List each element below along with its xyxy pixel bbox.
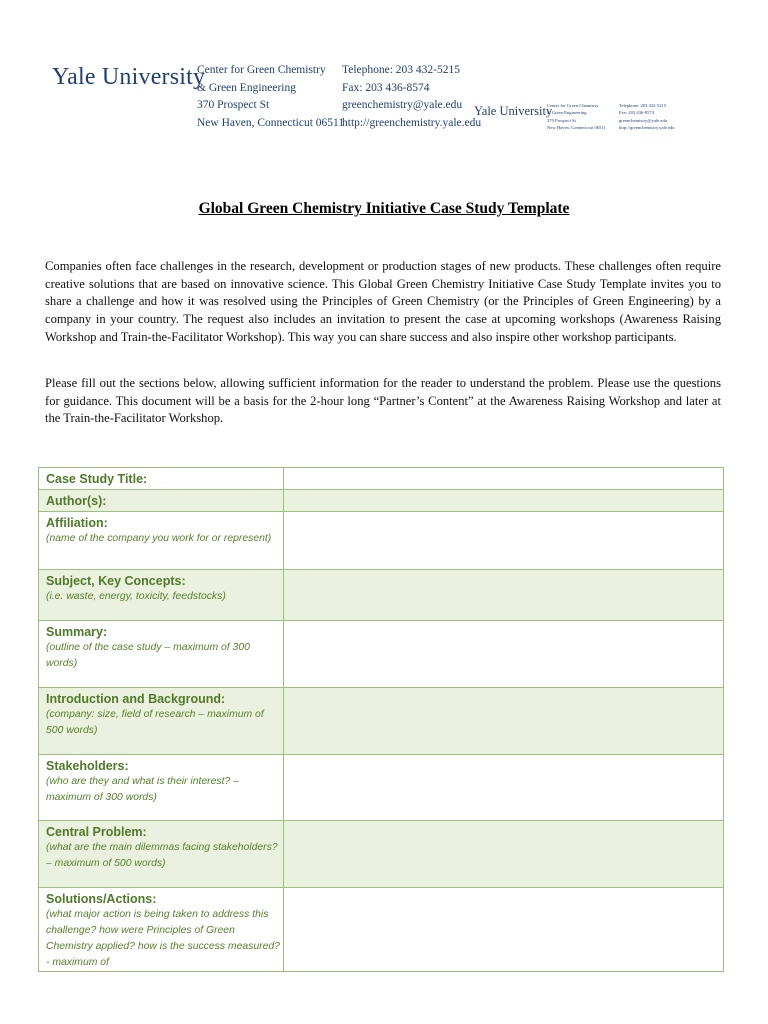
contact-line: Fax: 203 436-8574 <box>342 81 430 94</box>
central-problem-field[interactable] <box>284 821 724 888</box>
address-line: New Haven, Connecticut 06511 <box>547 125 606 131</box>
address-line: Center for Green Chemistry <box>547 103 599 108</box>
solutions-field[interactable] <box>284 888 724 972</box>
contact-line: greenchemistry@yale.edu <box>342 99 463 111</box>
form-hint: (name of the company you work for or represent) <box>46 533 272 544</box>
form-row-stakeholders <box>39 755 724 821</box>
document-title: Global Green Chemistry Initiative Case Study Template <box>198 200 570 217</box>
stakeholders-field[interactable] <box>284 755 724 821</box>
case-study-title-field[interactable] <box>284 468 724 490</box>
form-label: Introduction and Background: <box>46 692 226 706</box>
form-hint: (i.e. waste, energy, toxicity, feedstocks) <box>46 591 226 602</box>
form-row-solutions <box>39 888 724 972</box>
form-hint: (outline of the case study – maximum of 300 words) <box>46 642 250 669</box>
form-row-introduction <box>39 688 724 755</box>
form-row-title <box>39 468 724 490</box>
form-label: Affiliation: <box>46 516 108 530</box>
contact-line: Telephone: 203 432-5215 <box>342 64 461 76</box>
form-hint: (what are the main dilemmas facing stakeholders? – maximum of 500 words) <box>46 842 278 869</box>
letterhead-contact <box>342 62 481 132</box>
address-line: 370 Prospect St <box>197 99 270 111</box>
form-hint: (what major action is being taken to address this challenge? how were Principles of Green Chemistry applied? how is the success measured? - maximum of <box>46 909 280 968</box>
letterhead-contact-small <box>619 102 675 132</box>
contact-line: http://greenchemistry.yale.edu <box>619 125 675 131</box>
address-line: & Green Engineering <box>197 81 296 94</box>
form-label: Author(s): <box>46 494 107 508</box>
form-label: Solutions/Actions: <box>46 892 157 906</box>
form-label: Central Problem: <box>46 825 147 839</box>
form-row-central-problem <box>39 821 724 888</box>
instructions-paragraph: Please fill out the sections below, allowing sufficient information for the reader to understand the problem. Please use the questions for guidance. This document will be a basis for the 2-hour long “Partner’s Content” at the Awareness Raising Workshop and later at the Train-the-Facilitator Workshop. <box>45 376 721 426</box>
form-hint: (company: size, field of research – maximum of 500 words) <box>46 709 264 736</box>
address-line: 370 Prospect St <box>547 117 576 123</box>
letterhead-address <box>197 62 344 132</box>
form-row-authors <box>39 490 724 512</box>
form-label: Summary: <box>46 625 108 639</box>
letterhead-org: Yale University <box>52 64 206 90</box>
form-row-subject <box>39 570 724 621</box>
affiliation-field[interactable] <box>284 512 724 570</box>
introduction-field[interactable] <box>284 688 724 755</box>
contact-line: greenchemistry@yale.edu <box>619 117 667 123</box>
authors-field[interactable] <box>284 490 724 512</box>
form-label: Stakeholders: <box>46 759 129 773</box>
form-label: Subject, Key Concepts: <box>46 574 186 588</box>
letterhead-address-small <box>547 102 606 132</box>
contact-line: Fax: 203 436-8574 <box>619 110 654 116</box>
form-label: Case Study Title: <box>46 472 148 486</box>
intro-paragraph: Companies often face challenges in the research, development or production stages of new products. These challenges often require creative solutions that are based on innovative science. This Global Green Chemistry Initiative Case Study Template invites you to share a challenge and how it was resolved using the Principles of Green Chemistry (or the Principles of Green Engineering) by a company in your country. The request also includes an invitation to present the case at upcoming workshops (Awareness Raising Workshop and Train-the-Facilitator Workshop). This way you can share success and also inspire other workshop participants. <box>45 259 721 344</box>
address-line: Center for Green Chemistry <box>197 64 326 76</box>
form-hint: (who are they and what is their interest? – maximum of 300 words) <box>46 776 239 803</box>
form-row-summary <box>39 621 724 688</box>
contact-line: Telephone: 203 432-5215 <box>619 103 667 108</box>
subject-field[interactable] <box>284 570 724 621</box>
case-study-form <box>38 467 724 972</box>
address-line: & Green Engineering <box>547 110 587 116</box>
address-line: New Haven, Connecticut 06511 <box>197 116 345 129</box>
letterhead-org-small: Yale University <box>474 104 553 118</box>
summary-field[interactable] <box>284 621 724 688</box>
contact-line: http://greenchemistry.yale.edu <box>342 116 482 129</box>
form-row-affiliation <box>39 512 724 570</box>
